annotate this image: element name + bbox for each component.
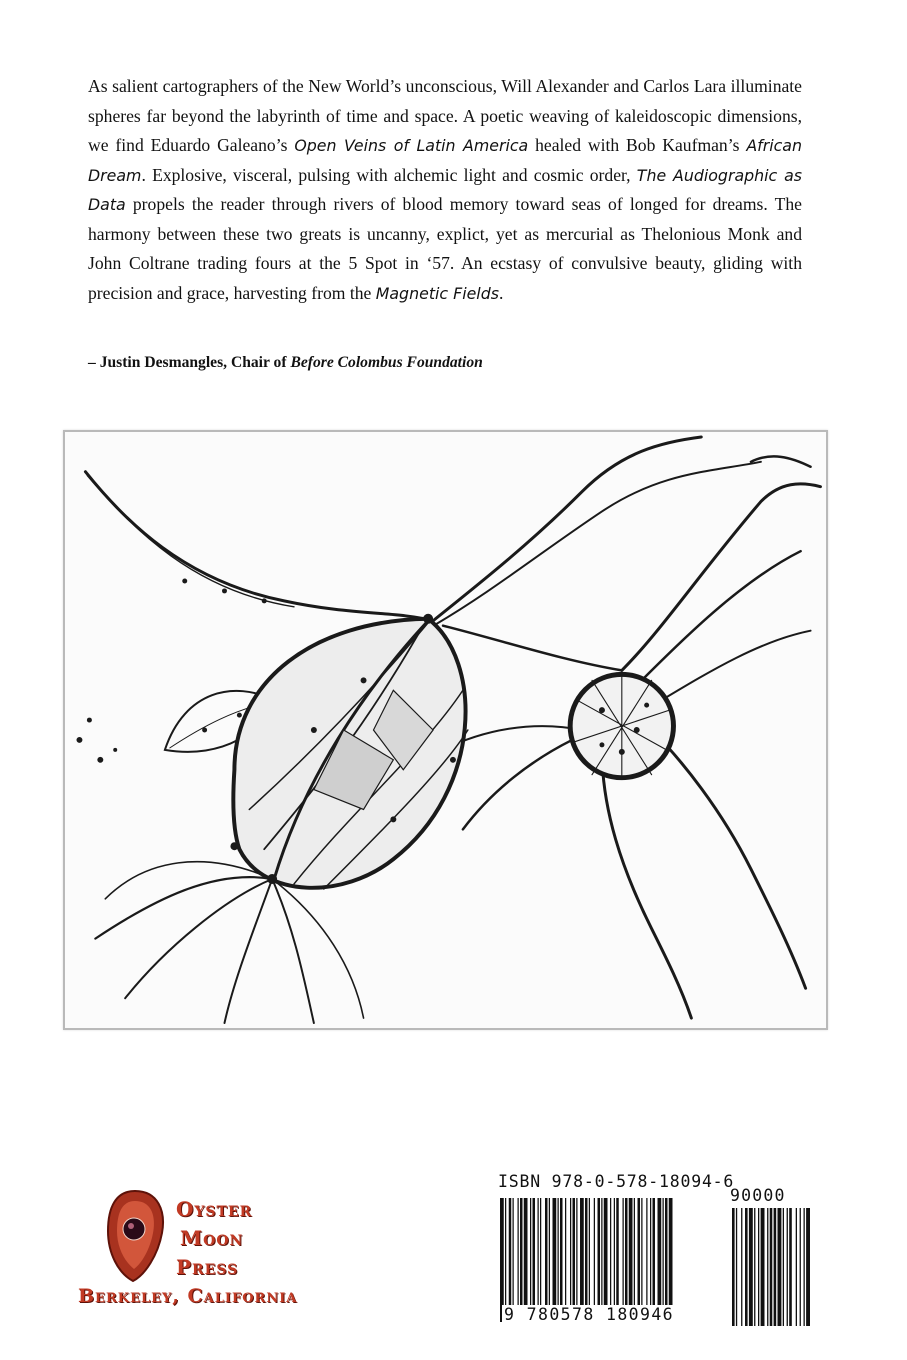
barcode-bar bbox=[598, 1198, 601, 1322]
blurb-text-2: healed with Bob Kaufman’s bbox=[528, 135, 747, 155]
barcode-bar bbox=[585, 1198, 588, 1322]
publisher-name-line-3: Press bbox=[176, 1255, 239, 1279]
barcode-bar bbox=[604, 1198, 608, 1322]
book-title-audiographic: The Audiographic as Data bbox=[88, 165, 802, 214]
addon-barcode-bar bbox=[774, 1208, 777, 1326]
attribution-organization: Before Colombus Foundation bbox=[290, 354, 483, 371]
barcode-bar bbox=[663, 1198, 664, 1322]
addon-barcode-bar bbox=[778, 1208, 782, 1326]
barcode-bar bbox=[650, 1198, 651, 1322]
barcode-bar bbox=[540, 1198, 541, 1322]
barcode-bar bbox=[658, 1198, 662, 1322]
addon-barcode-bar bbox=[732, 1208, 735, 1326]
cover-artwork bbox=[63, 430, 828, 1030]
blurb-text-1: As salient cartographers of the New World’s unconscious, Will Alexander and Carlos Lara illuminate spheres far beyond the labyrinth of time and space. A poetic weaving of kaleidoscopic dimensions, we find Eduardo Galeano’s bbox=[88, 76, 802, 155]
barcode-bar bbox=[625, 1198, 628, 1322]
barcode-bar bbox=[610, 1198, 611, 1322]
addon-barcode-bar bbox=[741, 1208, 742, 1326]
barcode-bar bbox=[589, 1198, 590, 1322]
barcode-bar bbox=[565, 1198, 566, 1322]
barcode-bar bbox=[520, 1198, 523, 1322]
barcode-bar bbox=[513, 1198, 514, 1322]
addon-barcode-bar bbox=[749, 1208, 753, 1326]
blurb-text-3: . Explosive, visceral, pulsing with alchemic light and cosmic order, bbox=[141, 164, 637, 185]
barcode-bar bbox=[616, 1198, 619, 1322]
barcode-bar bbox=[530, 1198, 531, 1322]
attribution-prefix: – Justin Desmangles, Chair of bbox=[88, 354, 291, 371]
barcode-bar bbox=[669, 1198, 673, 1322]
barcode-bar bbox=[638, 1198, 641, 1322]
book-title-magnetic-fields: Magnetic Fields bbox=[375, 283, 499, 303]
publisher-name-line-1: Oyster bbox=[176, 1197, 253, 1221]
addon-barcode-bar bbox=[758, 1208, 759, 1326]
barcode-bar bbox=[524, 1198, 528, 1322]
barcode-bar bbox=[629, 1198, 633, 1322]
addon-barcode-bar bbox=[767, 1208, 768, 1326]
barcode-bar bbox=[549, 1198, 550, 1322]
barcode-bar bbox=[518, 1198, 519, 1322]
barcode-bar bbox=[533, 1198, 536, 1322]
barcode-bar bbox=[580, 1198, 584, 1322]
addon-barcode-bar bbox=[796, 1208, 797, 1326]
publisher-logo bbox=[78, 1185, 378, 1325]
barcode-bar bbox=[570, 1198, 571, 1322]
blurb-attribution bbox=[88, 354, 802, 372]
barcode-bar bbox=[538, 1198, 539, 1322]
barcode-bar bbox=[594, 1198, 595, 1322]
addon-barcode-bar bbox=[787, 1208, 788, 1326]
addon-barcode-bar bbox=[789, 1208, 792, 1326]
addon-barcode-bar bbox=[745, 1208, 748, 1326]
addon-barcode-bar bbox=[783, 1208, 784, 1326]
barcode-bar bbox=[500, 1198, 504, 1322]
barcode-bar bbox=[505, 1198, 506, 1322]
addon-barcode-bar bbox=[804, 1208, 805, 1326]
book-title-african-dream: African Dream bbox=[88, 136, 802, 185]
price-addon-number: 90000 bbox=[730, 1186, 786, 1205]
barcode-bar bbox=[641, 1198, 642, 1322]
barcode-bar bbox=[646, 1198, 647, 1322]
addon-barcode-bar bbox=[761, 1208, 765, 1326]
isbn-label: ISBN 978-0-578-18094-6 bbox=[498, 1172, 735, 1191]
barcode-bar bbox=[665, 1198, 668, 1322]
publisher-city: Berkeley, California bbox=[78, 1285, 298, 1307]
barcode-digits: 9 780578 180946 bbox=[504, 1305, 675, 1324]
publisher-name-line-2: Moon bbox=[180, 1226, 244, 1250]
addon-barcode-bar bbox=[800, 1208, 801, 1326]
blurb-text-4: propels the reader through rivers of blood memory toward seas of longed for dreams. The harmony between these two greats is uncanny, explict, yet as mercurial as Thelonious Monk and John Coltrane trading fours at the 5 Spot in ‘57. An ecstasy of convulsive beauty, gliding with precision and grace, harvesting from the bbox=[88, 194, 802, 303]
barcode-bar bbox=[623, 1198, 624, 1322]
oyster-moon-icon bbox=[100, 1185, 170, 1285]
barcode-bar bbox=[573, 1198, 576, 1322]
blurb-text-5: . bbox=[498, 282, 504, 303]
barcode-bar bbox=[601, 1198, 602, 1322]
barcode-bar bbox=[634, 1198, 635, 1322]
addon-barcode-bar bbox=[806, 1208, 810, 1326]
barcode-bar bbox=[553, 1198, 557, 1322]
barcode-bar bbox=[545, 1198, 548, 1322]
isbn-barcode bbox=[494, 1172, 834, 1332]
barcode-bar bbox=[558, 1198, 559, 1322]
ink-drawing-illustration bbox=[65, 432, 826, 1028]
book-title-open-veins: Open Veins of Latin America bbox=[294, 136, 529, 155]
barcode-bar bbox=[509, 1198, 512, 1322]
barcode-bar bbox=[653, 1198, 656, 1322]
barcode-bar bbox=[560, 1198, 563, 1322]
barcode-bar bbox=[576, 1198, 577, 1322]
addon-barcode-bar bbox=[736, 1208, 737, 1326]
addon-barcode-bar bbox=[754, 1208, 755, 1326]
barcode-bar bbox=[614, 1198, 615, 1322]
addon-barcode-bar bbox=[770, 1208, 773, 1326]
back-cover-blurb bbox=[88, 72, 802, 308]
